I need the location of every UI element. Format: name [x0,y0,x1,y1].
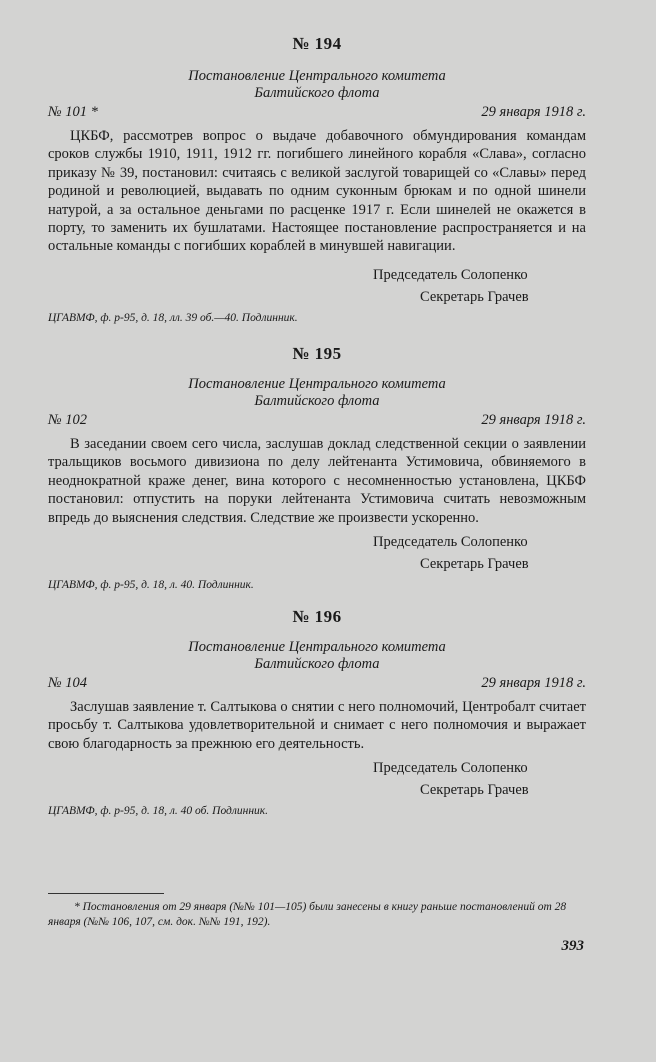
document-number: № 195 [292,344,342,363]
footnote: * Постановления от 29 января (№№ 101—105) были занесены в книгу раньше постановлений от 28 января (№№ 106, 107, см. док. №№ 191, 192). [48,901,567,928]
document-ref: № 104 [48,675,88,691]
heading-line-2: Балтийского флота [254,656,380,672]
chairman-signature: Председатель Солопенко [373,760,528,777]
document-body [48,127,586,256]
chairman-signature: Председатель Солопенко [373,534,528,551]
document-body [48,698,586,753]
paragraph: ЦКБФ, рассмотрев вопрос о выдаче добавочного обмундирования командам сроков службы 1910, 1911, 1912 гг. погибшего линейного корабля «Слава», согласно приказу № 39, постановил: считаясь с великой заслугой товарищей со «Славы» перед родиной и революцией, выдавать по одним суконным брюкам и по одной шинели натурой, а за остальное деньгами по расценке 1917 г. Если шинелей не окажется в порту, то заменить их бушлатами. Настоящее постановление распространяется и на остальные команды с погибших кораблей в минувшей навигации. [48,128,586,255]
document-meta [48,104,586,121]
archive-source: ЦГАВМФ, ф. р-95, д. 18, л. 40 об. Подлинник. [48,805,269,818]
page-number: 393 [561,938,584,954]
chairman-signature: Председатель Солопенко [373,266,528,283]
secretary-signature: Секретарь Грачев [420,288,529,305]
document-body [48,435,586,527]
signatures [48,757,586,801]
signatures [48,264,586,308]
document-number: № 194 [292,34,342,53]
document-heading [48,68,586,102]
paragraph: В заседании своем сего числа, заслушав доклад следственной секции о заявлении тральщиков восьмого дивизиона по делу лейтенанта Устимовича, обвиняемого в неоднократной краже денег, вина которого с несомненностью установлена, ЦКБФ постановил: отпустить на поруки лейтенанта Устимовича считать невозможным впредь до выяснения следствия. Следствие же произвести ускоренно. [48,436,586,526]
heading-line-2: Балтийского флота [254,85,380,101]
secretary-signature: Секретарь Грачев [420,782,529,799]
heading-line-1: Постановление Центрального комитета [188,639,446,655]
document-number: № 196 [292,607,342,626]
archive-source: ЦГАВМФ, ф. р-95, д. 18, л. 40. Подлинник. [48,579,254,592]
heading-line-2: Балтийского флота [254,393,380,409]
document-date: 29 января 1918 г. [481,412,586,428]
document-ref: № 102 [48,412,88,428]
footnote-divider [48,893,164,894]
secretary-signature: Секретарь Грачев [420,556,529,573]
document-meta [48,675,586,692]
document-meta [48,412,586,429]
document-date: 29 января 1918 г. [481,675,586,691]
heading-line-1: Постановление Центрального комитета [188,376,446,392]
archive-source: ЦГАВМФ, ф. р-95, д. 18, лл. 39 об.—40. Подлинник. [48,311,298,324]
document-heading [48,639,586,673]
document-ref: № 101 * [48,104,98,120]
heading-line-1: Постановление Центрального комитета [188,68,446,84]
paragraph: Заслушав заявление т. Салтыкова о снятии с него полномочий, Центробалт считает просьбу т. Салтыкова удовлетворительной и снимает с него полномочия и выражает свою благодарность за прежнюю его деятельность. [48,699,586,752]
document-date: 29 января 1918 г. [481,104,586,120]
signatures [48,531,586,575]
document-194 [48,34,586,324]
document-195 [48,344,586,591]
document-196 [48,607,586,817]
document-heading [48,376,586,410]
